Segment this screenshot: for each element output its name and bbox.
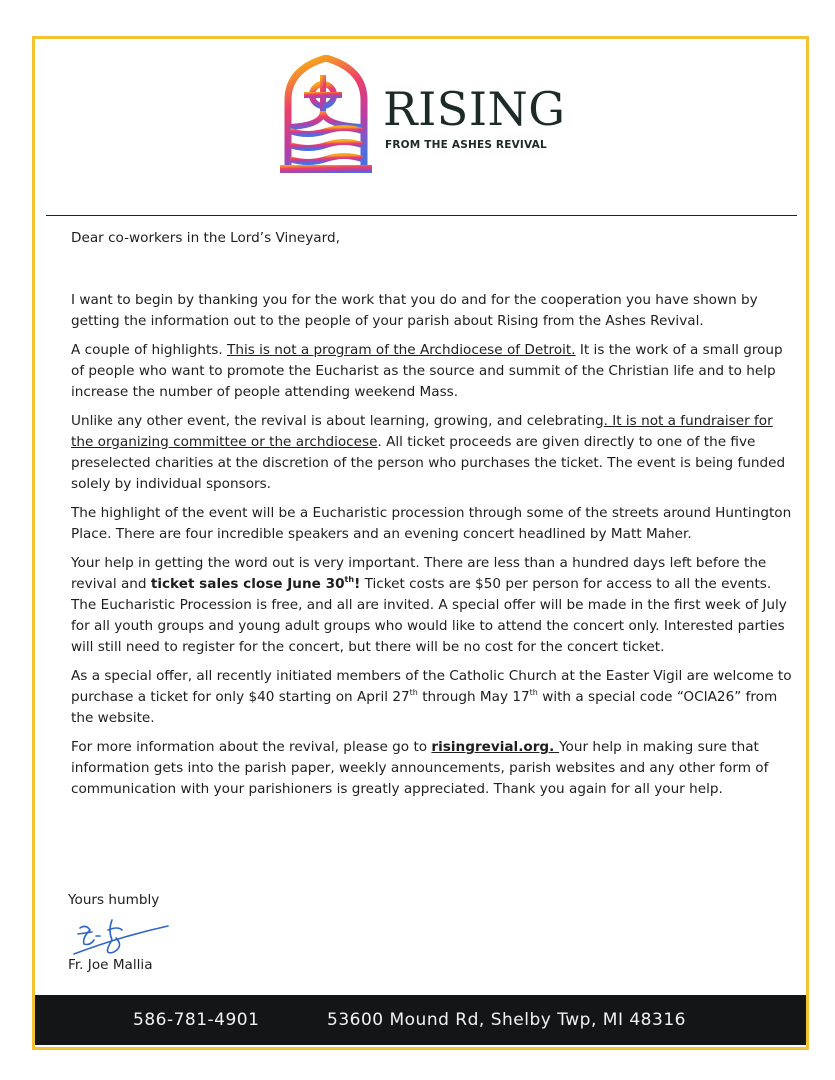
paragraph-tickets — [71, 553, 793, 658]
paragraph-procession: The highlight of the event will be a Eucharistic procession through some of the streets around Huntington Place. There are four incredible speakers and an evening concert headlined by Matt Maher. — [71, 505, 792, 542]
brand-subtitle: FROM THE ASHES REVIVAL — [385, 139, 547, 151]
text: ticket sales close June 30 — [150, 576, 345, 592]
text: Your help in making sure that information gets into the parish paper, weekly announcements, parish websites and any other form of communication with your parishioners is greatly appreciated. Thank you again for all your help. — [71, 739, 769, 797]
ordinal-suffix: th — [409, 688, 418, 697]
footer-contact-bar — [35, 995, 806, 1045]
text: ! — [354, 576, 361, 592]
text: . All ticket proceeds are given directly to one of the five preselected charities at the discretion of the person who purchases the ticket. The event is being funded solely by individual sponsors. — [71, 434, 786, 492]
closing-text: Yours humbly — [68, 892, 160, 908]
signer-name: Fr. Joe Mallia — [68, 957, 153, 973]
address: 53600 Mound Rd, Shelby Twp, MI 48316 — [327, 1010, 686, 1030]
text: A couple of highlights. — [71, 342, 228, 358]
text: As a special offer, all recently initiated members of the Catholic Church at the Easter Vigil are welcome to purchase a ticket for only $40 starting on April 27 — [71, 668, 792, 705]
text: Your help in getting the word out is very important. There are less than a hundred days left before the revival and — [71, 555, 767, 592]
paragraph-thanks: I want to begin by thanking you for the work that you do and for the cooperation you have shown by getting the information out to the people of your parish about Rising from the Ashes Revival. — [71, 292, 758, 329]
greeting: Dear co-workers in the Lord’s Vineyard, — [71, 230, 340, 246]
text: It is the work of a small group of people who want to promote the Eucharist as the source and summit of the Christian life and to help increase the number of people attending weekend Mass. — [71, 342, 783, 400]
underlined-statement: This is not a program of the Archdiocese of Detroit. — [227, 342, 576, 358]
text: Unlike any other event, the revival is about learning, growing, and celebrating — [71, 413, 604, 429]
handwritten-signature-icon — [72, 916, 172, 958]
ticket-deadline — [151, 576, 360, 592]
text: Ticket costs are $50 per person for access to all the events. The Eucharistic Procession is free, and all are invited. A special offer will be made in the first week of July for all youth groups and young adult groups who would like to attend the concert only. Interested parties will still need to register for the concert, but there will be no cost for the concert ticket. — [71, 576, 787, 655]
paragraph-not-fundraiser — [71, 411, 793, 495]
brand-title: RISING — [383, 82, 566, 136]
underlined-statement: . It is not a fundraiser for the organizing committee or the archdiocese — [71, 413, 773, 450]
text: For more information about the revival, please go to — [71, 739, 432, 755]
text: through May 17 — [417, 689, 530, 705]
arched-window-cross-waves-icon — [278, 55, 374, 177]
ordinal-suffix: th — [529, 688, 538, 697]
ordinal-suffix: th — [344, 575, 355, 584]
text: with a special code “OCIA26” from the website. — [71, 689, 778, 726]
website-link[interactable]: risingrevial.org. — [431, 739, 560, 755]
paragraph-special-offer — [71, 666, 793, 729]
phone-number: 586-781-4901 — [133, 1010, 260, 1030]
header-divider — [46, 215, 797, 216]
paragraph-more-info — [71, 737, 793, 800]
paragraph-highlights — [71, 340, 793, 403]
letter-body — [71, 228, 793, 808]
